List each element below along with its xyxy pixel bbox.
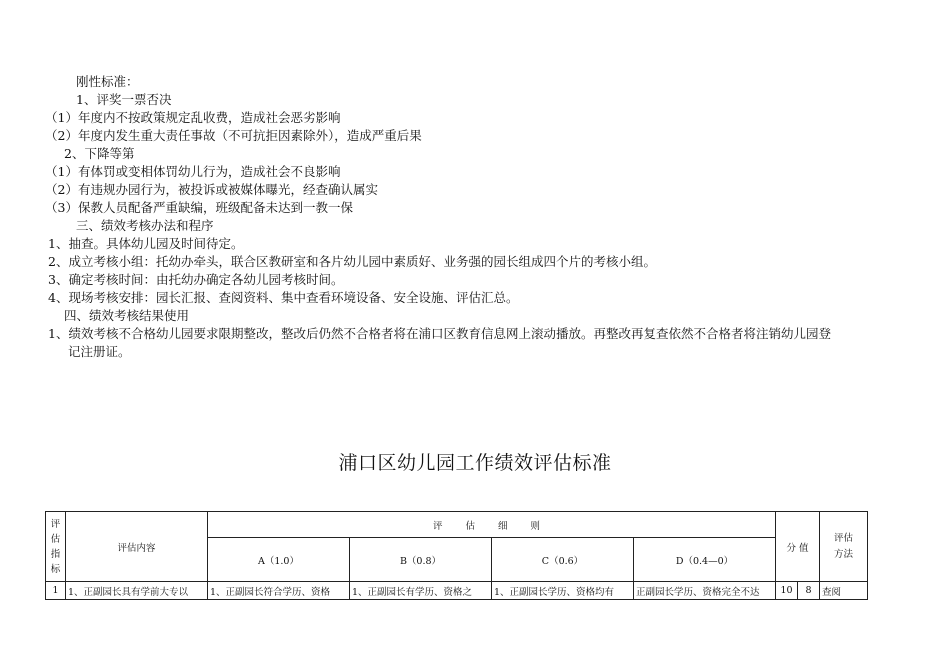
header-grade-d: D（0.4—0） xyxy=(634,538,776,582)
header-details: 评 估 细 则 xyxy=(208,512,776,538)
row-grade-c: 1、正副园长学历、资格均有 xyxy=(492,582,634,600)
row-method: 查阅 xyxy=(820,582,868,600)
header-grade-a: A（1.0） xyxy=(208,538,350,582)
table-header-row xyxy=(46,512,868,538)
row-score-max: 10 xyxy=(776,582,798,600)
row-grade-b: 1、正副园长有学历、资格之 xyxy=(350,582,492,600)
header-grade-b: B（0.8） xyxy=(350,538,492,582)
row-index: 1 xyxy=(46,582,66,600)
body-line: （2）有违规办园行为，被投诉或被媒体曝光，经查确认属实 xyxy=(45,182,378,197)
body-line: 3、确定考核时间：由托幼办确定各幼儿园考核时间。 xyxy=(48,272,344,287)
row-content: 1、正副园长具有学前大专以 xyxy=(66,582,208,600)
body-line: （3）保教人员配备严重缺编，班级配备未达到一教一保 xyxy=(45,200,353,215)
heading-award-veto: 1、评奖一票否决 xyxy=(76,92,172,107)
heading-downgrade: 2、下降等第 xyxy=(64,146,135,161)
body-line: （1）年度内不按政策规定乱收费，造成社会恶劣影响 xyxy=(45,110,341,125)
row-grade-d: 正副园长学历、资格完全不达 xyxy=(634,582,776,600)
header-method: 评估方法 xyxy=(820,512,868,582)
section-heading-assessment-procedure: 三、绩效考核办法和程序 xyxy=(76,218,214,233)
row-score-got: 8 xyxy=(798,582,820,600)
body-line: 2、成立考核小组：托幼办牵头，联合区教研室和各片幼儿园中素质好、业务强的园长组成四个片的考核小组。 xyxy=(48,254,656,269)
page-title: 浦口区幼儿园工作绩效评估标准 xyxy=(338,452,612,474)
header-indicator: 评估指标 xyxy=(46,512,66,582)
body-line: 1、绩效考核不合格幼儿园要求限期整改，整改后仍然不合格者将在浦口区教育信息网上滚动播放。再整改再复查依然不合格者将注销幼儿园登 xyxy=(48,326,831,341)
header-content: 评估内容 xyxy=(66,512,208,582)
section-heading-result-usage: 四、绩效考核结果使用 xyxy=(64,308,190,323)
header-score: 分 值 xyxy=(776,512,820,582)
body-line: 4、现场考核安排：园长汇报、查阅资料、集中查看环境设备、安全设施、评估汇总。 xyxy=(48,290,519,305)
row-grade-a: 1、正副园长符合学历、资格 xyxy=(208,582,350,600)
body-line: 1、抽查。具体幼儿园及时间待定。 xyxy=(48,236,244,251)
body-line-continued: 记注册证。 xyxy=(68,344,131,359)
body-line: （1）有体罚或变相体罚幼儿行为，造成社会不良影响 xyxy=(45,164,341,179)
header-grade-c: C（0.6） xyxy=(492,538,634,582)
heading-rigid-standards: 刚性标准： xyxy=(76,74,139,89)
evaluation-standards-table xyxy=(45,511,868,600)
table-row xyxy=(46,582,868,600)
body-line: （2）年度内发生重大责任事故（不可抗拒因素除外），造成严重后果 xyxy=(45,128,422,143)
